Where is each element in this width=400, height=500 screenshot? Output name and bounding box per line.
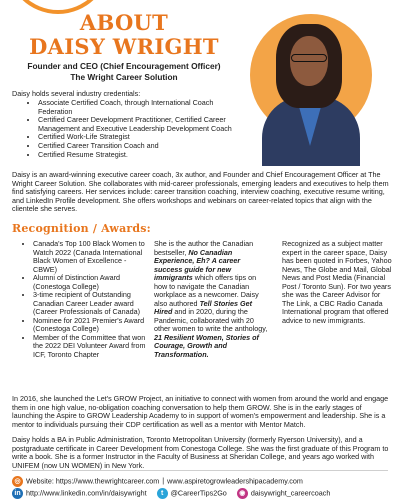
awards-column [24, 240, 150, 359]
separator: | [162, 476, 165, 486]
books-text: which offers tips on how to navigate the Canadian workplace as a newcomer. Daisy also authored [154, 273, 259, 308]
book-title-tell-stories: Tell Stories Get Hired [154, 298, 253, 316]
credential-item: • Certified Work-Life Strategist [38, 133, 246, 142]
page-title [20, 11, 228, 59]
instagram-link[interactable]: daisywright_careercoach [250, 488, 331, 498]
grow-project-paragraph: In 2016, she launched the Let's GROW Project, an initiative to connect with women from around the world and engage them in one high value, no-obligation coaching conversation to help them GROW. She is in the early stages of launching the Aspire to GROW Leadership Academy to in support of women's empowerment and leadership. She is a mentor to individuals pursuing their CDP certification as well as a mentor with Mentor Match. [12, 394, 389, 429]
award-item: • Canada's Top 100 Black Women to Watch 2022 (Canada International Black Women of Excellence - CBWE) [33, 240, 150, 274]
credential-item: • Associate Certified Coach, through International Coach Federation [38, 99, 246, 116]
subtitle-company: The Wright Career Solution [70, 72, 178, 82]
portrait-photo [250, 10, 372, 166]
contact-footer [12, 476, 392, 498]
credential-item: • Certified Resume Strategist. [38, 151, 246, 160]
book-title-21-resilient-women: 21 Resilient Women, Stories of Courage, Growth and Transformation. [154, 332, 259, 359]
award-item: • Alumni of Distinction Award (Conestoga College) [33, 274, 150, 291]
instagram-icon: ◉ [237, 488, 248, 499]
credentials-lead: Daisy holds several industry credentials: [12, 89, 141, 98]
title-line-name: DAISY WRIGHT [29, 34, 219, 59]
contact-row-websites [12, 476, 392, 487]
award-item: • 3-time recipient of Outstanding Canadian Career Leader award (Career Professionals of Canada) [33, 291, 150, 317]
linkedin-link[interactable]: http://www.linkedin.com/in/daisywright [26, 488, 147, 498]
footer-divider [12, 470, 388, 471]
portrait-glasses [291, 54, 327, 62]
title-line-about: ABOUT [79, 10, 169, 35]
media-column: Recognized as a subject matter expert in the career space, Daisy has been quoted in Forbes, Yahoo News, The Globe and Mail, Global News and Post Media (Financial Post / Toronto Sun). For two years she was the Career Advisor for The Link, a CBC Radio Canada International program that offered advice to new immigrants. [282, 239, 392, 325]
linkedin-icon: in [12, 488, 23, 499]
bio-paragraph: Daisy is an award-winning executive career coach, 3x author, and Founder and Chief Encouragement Officer at The Wright Career Solution. She collaborates with mid-career professionals, emerging leaders and executives to help them find satisfying careers. Her services include: career transition coaching, interview coaching, executive resume writing, and LinkedIn Profile development. She offers workshops and webinars on career-related topics that align with the clientele she serves. [12, 170, 389, 214]
website-link[interactable]: Website: https://www.thewrightcareer.com [26, 476, 160, 486]
academy-link[interactable]: www.aspiretogrowleadershipacademy.com [167, 476, 303, 486]
recognition-heading: Recognition / Awards: [12, 222, 151, 235]
credentials-list [28, 99, 246, 159]
award-item: • Nominee for 2021 Premier's Award (Conestoga College) [33, 317, 150, 334]
subtitle-role: Founder and CEO (Chief Encouragement Officer) [27, 61, 221, 71]
books-text: She is the author the Canadian bestseller, [154, 239, 254, 257]
twitter-icon: t [157, 488, 168, 499]
page-subtitle [20, 61, 228, 83]
books-column [154, 240, 270, 359]
twitter-link[interactable]: @CareerTips2Go [170, 488, 227, 498]
credential-item: • Certified Career Development Practitioner, Certified Career Management and Executive Leadership Development Coach [38, 116, 246, 133]
book-title-no-canadian-experience: No Canadian Experience, Eh? A career success guide for new immigrants [154, 247, 241, 282]
globe-icon: ◎ [12, 476, 23, 487]
books-text: and in 2020, during the Pandemic, collaborated with 20 other women to write the anthology, [154, 307, 268, 333]
education-paragraph: Daisy holds a BA in Public Administration, Toronto Metropolitan University (formerly Ryerson University), and a postgraduate certificate in Career Development from Conestoga College. She was the first graduate of this Program to write a book. She is a former Instructor in the Faculty of Business at Sheridan College, and years ago worked with UNIFEM (now UN WOMEN) in New York. [12, 435, 389, 470]
awards-list [24, 240, 150, 359]
contact-row-social [12, 488, 392, 499]
award-item: • Member of the Committee that won the 2022 DEI Volunteer Award from ICF, Toronto Chapter [33, 334, 150, 360]
credential-item: • Certified Career Transition Coach and [38, 142, 246, 151]
